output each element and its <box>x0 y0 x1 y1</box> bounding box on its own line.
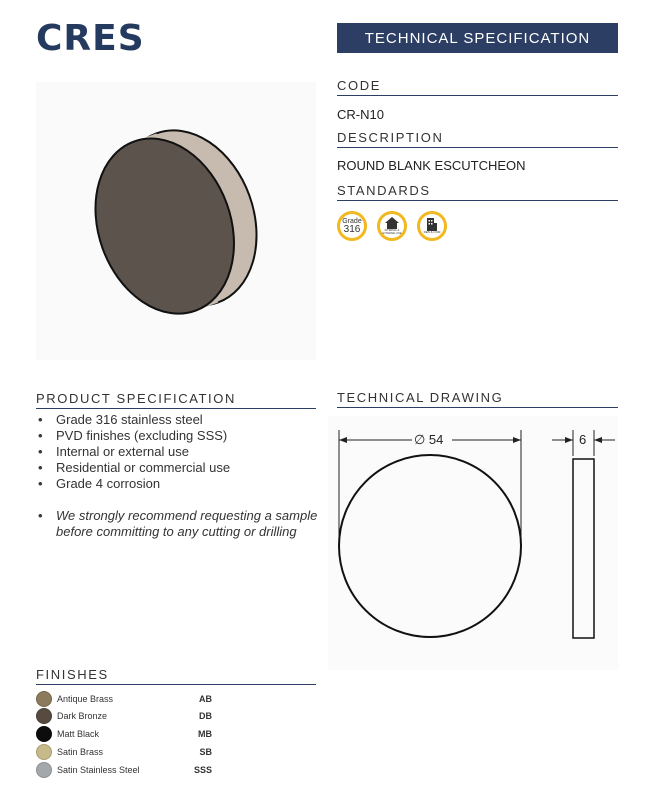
matt-black-swatch <box>36 726 52 742</box>
spec-item: • Grade 316 stainless steel <box>36 412 316 428</box>
spec-item: • PVD finishes (excluding SSS) <box>36 428 316 444</box>
satin-brass-swatch <box>36 744 52 760</box>
dark-bronze-swatch <box>36 708 52 724</box>
grade-316-badge-icon <box>337 211 367 241</box>
product-spec-list <box>36 412 316 492</box>
building-badge-icon <box>417 211 447 241</box>
brand-logo: CRES <box>36 18 145 59</box>
finish-name: Dark Bronze <box>57 711 108 721</box>
satin-stainless-steel-swatch <box>36 762 52 778</box>
finishes-heading: FINISHES <box>36 667 316 685</box>
escutcheon-render <box>36 82 316 360</box>
finish-row <box>36 707 212 725</box>
house-icon <box>385 217 399 229</box>
product-specification-heading: PRODUCT SPECIFICATION <box>36 391 316 409</box>
grade-badge-label: Grade <box>342 217 362 225</box>
product-image <box>36 82 316 360</box>
technical-drawing-heading: TECHNICAL DRAWING <box>337 390 618 408</box>
sample-recommendation-note: • We strongly recommend requesting a sample before committing to any cutting or drilling <box>36 508 331 540</box>
house-badge-icon <box>377 211 407 241</box>
finish-row <box>36 761 212 779</box>
finish-code: AB <box>199 694 212 704</box>
spec-item: • Internal or external use <box>36 444 316 460</box>
depth-arrow-right <box>594 437 602 443</box>
finish-code: SB <box>199 747 212 757</box>
finish-row <box>36 725 212 743</box>
escutcheon-side-view <box>573 459 594 638</box>
finish-row <box>36 743 212 761</box>
code-value: CR-N10 <box>337 107 384 122</box>
finish-name: Satin Brass <box>57 747 104 757</box>
finish-name: Antique Brass <box>57 694 114 704</box>
description-value: ROUND BLANK ESCUTCHEON <box>337 158 526 173</box>
building-badge-caption: RES & COM <box>423 230 441 234</box>
technical-drawing <box>328 416 618 670</box>
house-badge-caption: INTERNAL & EXTERNAL USE <box>382 229 402 235</box>
finish-name: Satin Stainless Steel <box>57 765 140 775</box>
antique-brass-swatch <box>36 691 52 707</box>
technical-specification-banner: TECHNICAL SPECIFICATION <box>337 23 618 53</box>
diameter-label: ∅ 54 <box>414 432 444 447</box>
escutcheon-front-view <box>339 455 521 637</box>
arrow-left <box>339 437 347 443</box>
code-heading: CODE <box>337 78 618 96</box>
finish-code: SSS <box>193 765 212 775</box>
finish-code: MB <box>198 729 212 739</box>
depth-label: 6 <box>579 432 587 447</box>
finish-name: Matt Black <box>57 729 100 739</box>
standards-heading: STANDARDS <box>337 183 618 201</box>
drawing-svg <box>328 416 618 670</box>
description-heading: DESCRIPTION <box>337 130 618 148</box>
grade-badge-value: 316 <box>343 223 361 235</box>
depth-arrow-left <box>565 437 573 443</box>
spec-item: • Grade 4 corrosion <box>36 476 316 492</box>
escutcheon-face <box>72 119 258 333</box>
arrow-right <box>513 437 521 443</box>
finish-row <box>36 690 212 708</box>
spec-item: • Residential or commercial use <box>36 460 316 476</box>
finish-code: DB <box>199 711 212 721</box>
